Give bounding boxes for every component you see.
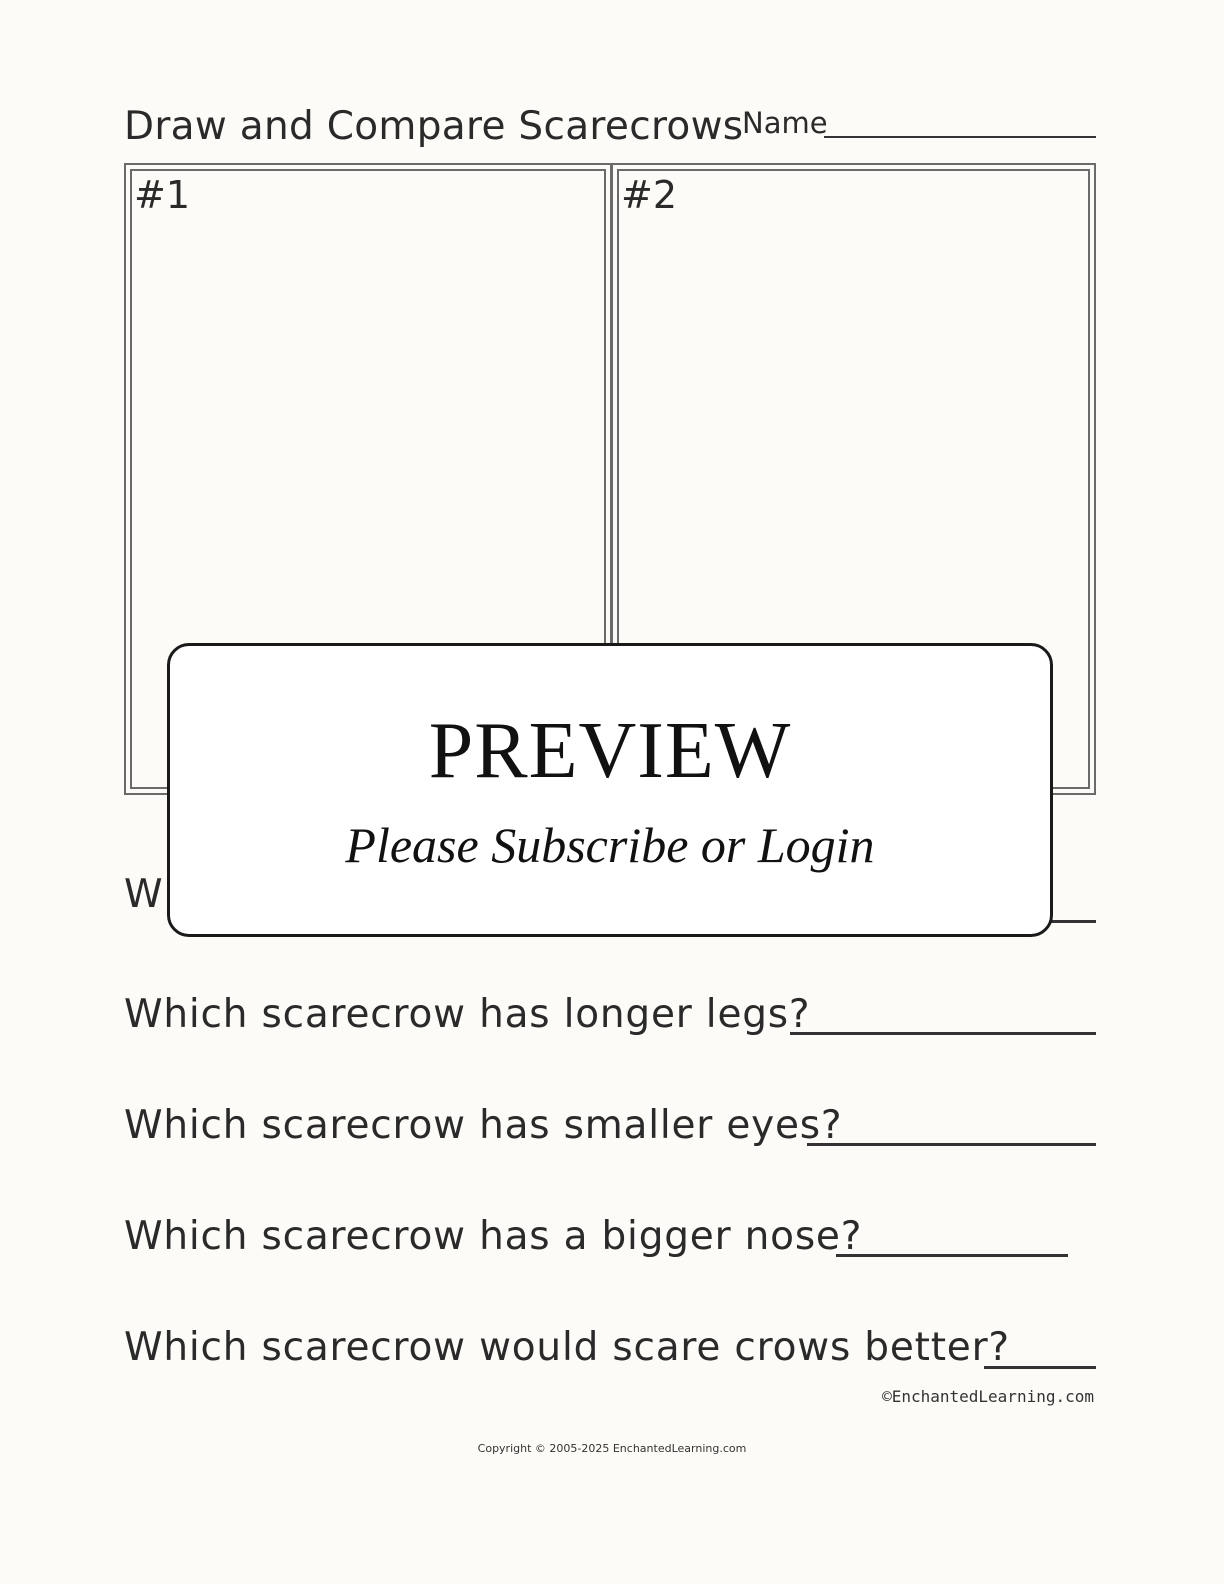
worksheet-title: Draw and Compare Scarecrows bbox=[124, 104, 744, 149]
box-label: #2 bbox=[621, 173, 678, 217]
question-3: Which scarecrow has smaller eyes? bbox=[124, 1103, 843, 1148]
subscribe-login-link[interactable]: Please Subscribe or Login bbox=[345, 817, 875, 873]
name-line bbox=[824, 136, 1096, 138]
answer-line-1 bbox=[1050, 920, 1096, 923]
answer-line-4 bbox=[836, 1254, 1068, 1257]
preview-title: PREVIEW bbox=[428, 707, 792, 795]
answer-line-5 bbox=[984, 1366, 1096, 1369]
question-5: Which scarecrow would scare crows better? bbox=[124, 1325, 1010, 1370]
question-1: W bbox=[124, 872, 164, 917]
box-label: #1 bbox=[134, 173, 191, 217]
copyright-text: Copyright © 2005-2025 EnchantedLearning.com bbox=[477, 1442, 747, 1455]
answer-line-3 bbox=[807, 1143, 1096, 1146]
answer-line-2 bbox=[790, 1032, 1096, 1035]
preview-overlay[interactable] bbox=[167, 643, 1053, 937]
name-label: Name bbox=[742, 106, 828, 140]
question-2: Which scarecrow has longer legs? bbox=[124, 992, 811, 1037]
question-4: Which scarecrow has a bigger nose? bbox=[124, 1214, 863, 1259]
credit-text: ©EnchantedLearning.com bbox=[882, 1387, 1094, 1406]
